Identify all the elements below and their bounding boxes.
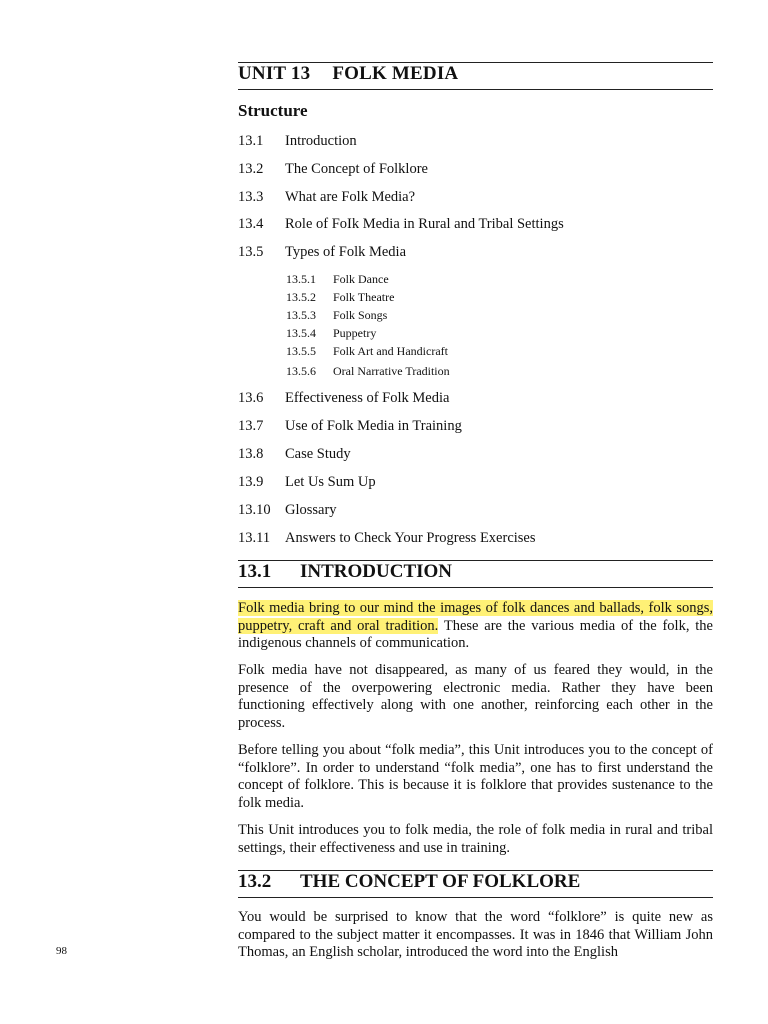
- subtoc-label: Folk Theatre: [333, 290, 395, 304]
- toc-number: 13.8: [238, 446, 264, 462]
- subtoc-item: [286, 272, 389, 287]
- toc-label: What are Folk Media?: [285, 189, 416, 205]
- section-title: INTRODUCTION: [300, 561, 453, 582]
- section-number: 13.2: [238, 871, 272, 892]
- page-number: 98: [56, 945, 67, 957]
- toc-number: 13.10: [238, 502, 271, 518]
- subtoc-number: 13.5.2: [286, 290, 316, 304]
- toc-number: 13.11: [238, 530, 271, 546]
- toc-number: 13.2: [238, 161, 264, 177]
- toc-item: [238, 530, 536, 547]
- section-rule-bottom: [238, 897, 713, 898]
- toc-number: 13.3: [238, 189, 264, 205]
- subtoc-number: 13.5.3: [286, 308, 316, 322]
- intro-paragraph-2: Folk media have not disappeared, as many of us feared they would, in the presence of the overpowering electronic media. Rather they have been functioning effectively along with one another, reinforcing each other in the process.: [238, 662, 713, 731]
- section-title: THE CONCEPT OF FOLKLORE: [300, 871, 581, 892]
- intro-paragraph-1: [238, 600, 713, 653]
- toc-number: 13.7: [238, 418, 264, 434]
- section-heading-introduction: [238, 561, 452, 583]
- toc-item: [238, 189, 415, 206]
- toc-number: 13.9: [238, 474, 264, 490]
- section-number: 13.1: [238, 561, 272, 582]
- section-rule-bottom: [238, 587, 713, 588]
- subtoc-number: 13.5.6: [286, 364, 316, 378]
- toc-item: [238, 216, 564, 233]
- subtoc-item: [286, 326, 376, 341]
- toc-number: 13.1: [238, 133, 264, 149]
- subtoc-label: Folk Art and Handicraft: [333, 344, 448, 358]
- toc-label: Answers to Check Your Progress Exercises: [285, 530, 536, 546]
- subtoc-label: Folk Songs: [333, 308, 388, 322]
- subtoc-item: [286, 364, 450, 379]
- toc-item: [238, 133, 357, 150]
- toc-label: Introduction: [285, 133, 357, 149]
- subtoc-item: [286, 344, 448, 359]
- subtoc-label: Folk Dance: [333, 272, 389, 286]
- toc-label: Effectiveness of Folk Media: [285, 390, 450, 406]
- toc-label: Glossary: [285, 502, 337, 518]
- subtoc-number: 13.5.4: [286, 326, 316, 340]
- subtoc-item: [286, 308, 387, 323]
- toc-item: [238, 446, 351, 463]
- toc-label: Use of Folk Media in Training: [285, 418, 462, 434]
- unit-title: [238, 63, 458, 85]
- toc-label: Let Us Sum Up: [285, 474, 376, 490]
- subtoc-label: Puppetry: [333, 326, 377, 340]
- folklore-paragraph: You would be surprised to know that the word “folklore” is quite new as compared to the subject matter it encompasses. It was in 1846 that William John Thomas, an English scholar, introduced the word into the English: [238, 909, 713, 961]
- toc-item: [238, 418, 462, 435]
- highlighted-text: Folk media bring to our mind the images of folk dances and ballads, folk songs, puppetry, craft and oral tradition.: [238, 600, 713, 634]
- unit-number: UNIT 13: [238, 63, 311, 84]
- subtoc-number: 13.5.5: [286, 344, 316, 358]
- toc-label: Types of Folk Media: [285, 244, 407, 260]
- subtoc-item: [286, 290, 394, 305]
- toc-label: Case Study: [285, 446, 351, 462]
- toc-number: 13.6: [238, 390, 264, 406]
- section-heading-folklore: [238, 871, 580, 893]
- toc-label: The Concept of Folklore: [285, 161, 428, 177]
- subtoc-number: 13.5.1: [286, 272, 316, 286]
- intro-paragraph-4: This Unit introduces you to folk media, the role of folk media in rural and tribal settings, their effectiveness and use in training.: [238, 822, 713, 856]
- toc-label: Role of FoIk Media in Rural and Tribal Settings: [285, 216, 564, 232]
- structure-heading: Structure: [238, 101, 308, 120]
- paragraph-text: These are the various media of the folk, the indigenous channels of communication.: [238, 617, 713, 652]
- toc-item: [238, 390, 449, 407]
- toc-number: 13.4: [238, 216, 264, 232]
- toc-item: [238, 502, 337, 519]
- toc-number: 13.5: [238, 244, 264, 260]
- toc-item: [238, 244, 406, 261]
- intro-paragraph-3: Before telling you about “folk media”, this Unit introduces you to the concept of “folklore”. In order to understand “folk media”, one has to first understand the concept of folklore. This is because it is folklore that provides sustenance to the folk media.: [238, 742, 713, 811]
- title-rule-bottom: [238, 89, 713, 90]
- toc-item: [238, 474, 376, 491]
- subtoc-label: Oral Narrative Tradition: [333, 364, 450, 378]
- toc-item: [238, 161, 428, 178]
- unit-name: FOLK MEDIA: [332, 63, 459, 84]
